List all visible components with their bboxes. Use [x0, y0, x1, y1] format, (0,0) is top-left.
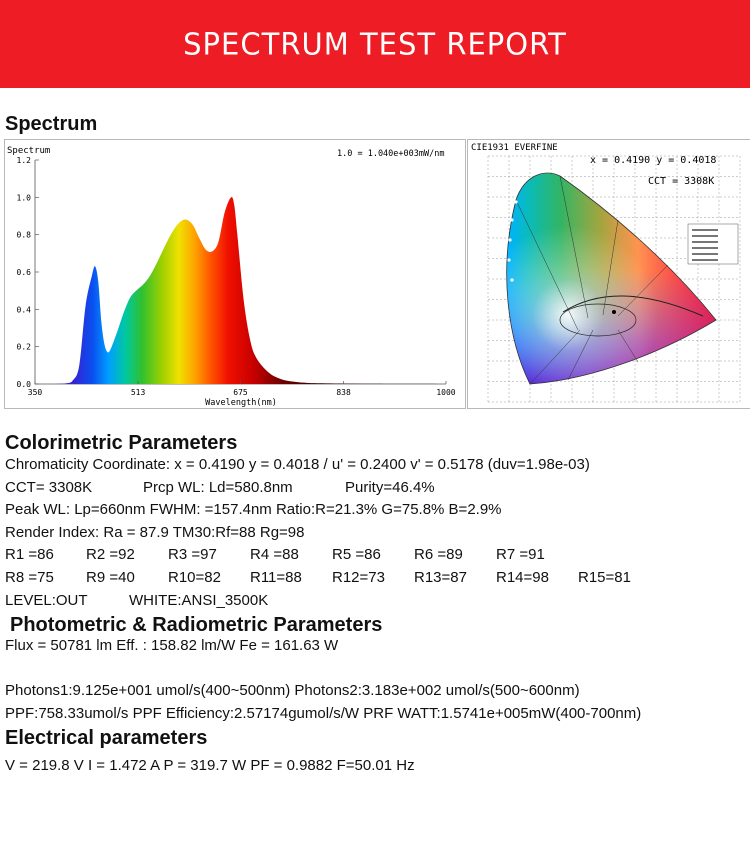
- spectrum-area: [35, 197, 446, 384]
- scale-note: 1.0 = 1.040e+003mW/nm: [337, 149, 445, 159]
- photons-line: Photons1:9.125e+001 umol/s(400~500nm) Photons2:3.183e+002 umol/s(500~600nm): [5, 682, 580, 699]
- r-value: R3 =97: [168, 546, 217, 563]
- y-tick-label: 0.6: [16, 268, 31, 277]
- r-value: R9 =40: [86, 569, 135, 586]
- chromaticity-point: [612, 310, 616, 314]
- r-value: R15=81: [578, 569, 631, 586]
- prcp-wl-value: Prcp WL: Ld=580.8nm: [143, 479, 293, 496]
- report-title: SPECTRUM TEST REPORT: [183, 26, 567, 62]
- spectrum-heading: Spectrum: [5, 113, 98, 135]
- r-value: R14=98: [496, 569, 549, 586]
- cie-cct-readout: CCT = 3308K: [648, 176, 715, 187]
- y-tick-label: 1.0: [16, 193, 31, 203]
- spectrum-chart-title: Spectrum: [7, 146, 51, 156]
- r-value: R1 =86: [5, 546, 54, 563]
- render-index-line: Render Index: Ra = 87.9 TM30:Rf=88 Rg=98: [5, 524, 305, 541]
- r-value: R11=88: [250, 569, 302, 586]
- x-tick-label: 350: [27, 388, 43, 397]
- r-value: R12=73: [332, 569, 385, 586]
- cie-locus: [507, 173, 716, 384]
- r-value: R13=87: [414, 569, 467, 586]
- cie-diagram-panel: [467, 139, 750, 409]
- ppf-line: PPF:758.33umol/s PPF Efficiency:2.57174gumol/s/W PRF WATT:1.5741e+005mW(400-700nm): [5, 705, 642, 722]
- peak-wl-line: Peak WL: Lp=660nm FWHM: =157.4nm Ratio:R=21.3% G=75.8% B=2.9%: [5, 501, 502, 518]
- r-value: R8 =75: [5, 569, 54, 586]
- r-value: R7 =91: [496, 546, 545, 563]
- x-tick-label: 1000: [436, 388, 456, 397]
- x-tick-label: 675: [233, 388, 248, 397]
- r-value: R4 =88: [250, 546, 299, 563]
- cct-value: CCT= 3308K: [5, 479, 93, 496]
- r-value: R6 =89: [414, 546, 463, 563]
- cie-diagram: [468, 140, 750, 408]
- cie-xy-readout: x = 0.4190 y = 0.4018: [590, 155, 717, 166]
- spectrum-chart: [5, 140, 465, 408]
- y-tick-label: 0.8: [16, 230, 31, 240]
- electrical-heading: Electrical parameters: [5, 727, 208, 749]
- x-tick-label: 838: [336, 388, 351, 397]
- white-value: WHITE:ANSI_3500K: [129, 592, 269, 609]
- electrical-values: V = 219.8 V I = 1.472 A P = 319.7 W PF = 0.9882 F=50.01 Hz: [5, 757, 415, 774]
- cie-title: CIE1931 EVERFINE: [471, 143, 558, 153]
- y-tick-label: 0.0: [16, 380, 31, 389]
- r-value: R10=82: [168, 569, 221, 586]
- y-tick-label: 0.2: [16, 342, 31, 352]
- colorimetric-heading: Colorimetric Parameters: [5, 432, 238, 454]
- spectrum-chart-panel: [4, 139, 466, 409]
- purity-value: Purity=46.4%: [345, 479, 435, 496]
- r-value: R5 =86: [332, 546, 381, 563]
- chromaticity-line: Chromaticity Coordinate: x = 0.4190 y = 0.4018 / u' = 0.2400 v' = 0.5178 (duv=1.98e-03): [5, 456, 590, 473]
- r-value: R2 =92: [86, 546, 135, 563]
- x-axis-label: Wavelength(nm): [205, 398, 277, 408]
- x-tick-label: 513: [130, 388, 146, 397]
- y-tick-label: 1.2: [16, 156, 31, 165]
- photometric-heading: Photometric & Radiometric Parameters: [10, 614, 383, 636]
- flux-line: Flux = 50781 lm Eff. : 158.82 lm/W Fe = 161.63 W: [5, 637, 339, 654]
- report-banner: [0, 0, 750, 88]
- y-tick-label: 0.4: [16, 305, 31, 315]
- level-value: LEVEL:OUT: [5, 592, 88, 609]
